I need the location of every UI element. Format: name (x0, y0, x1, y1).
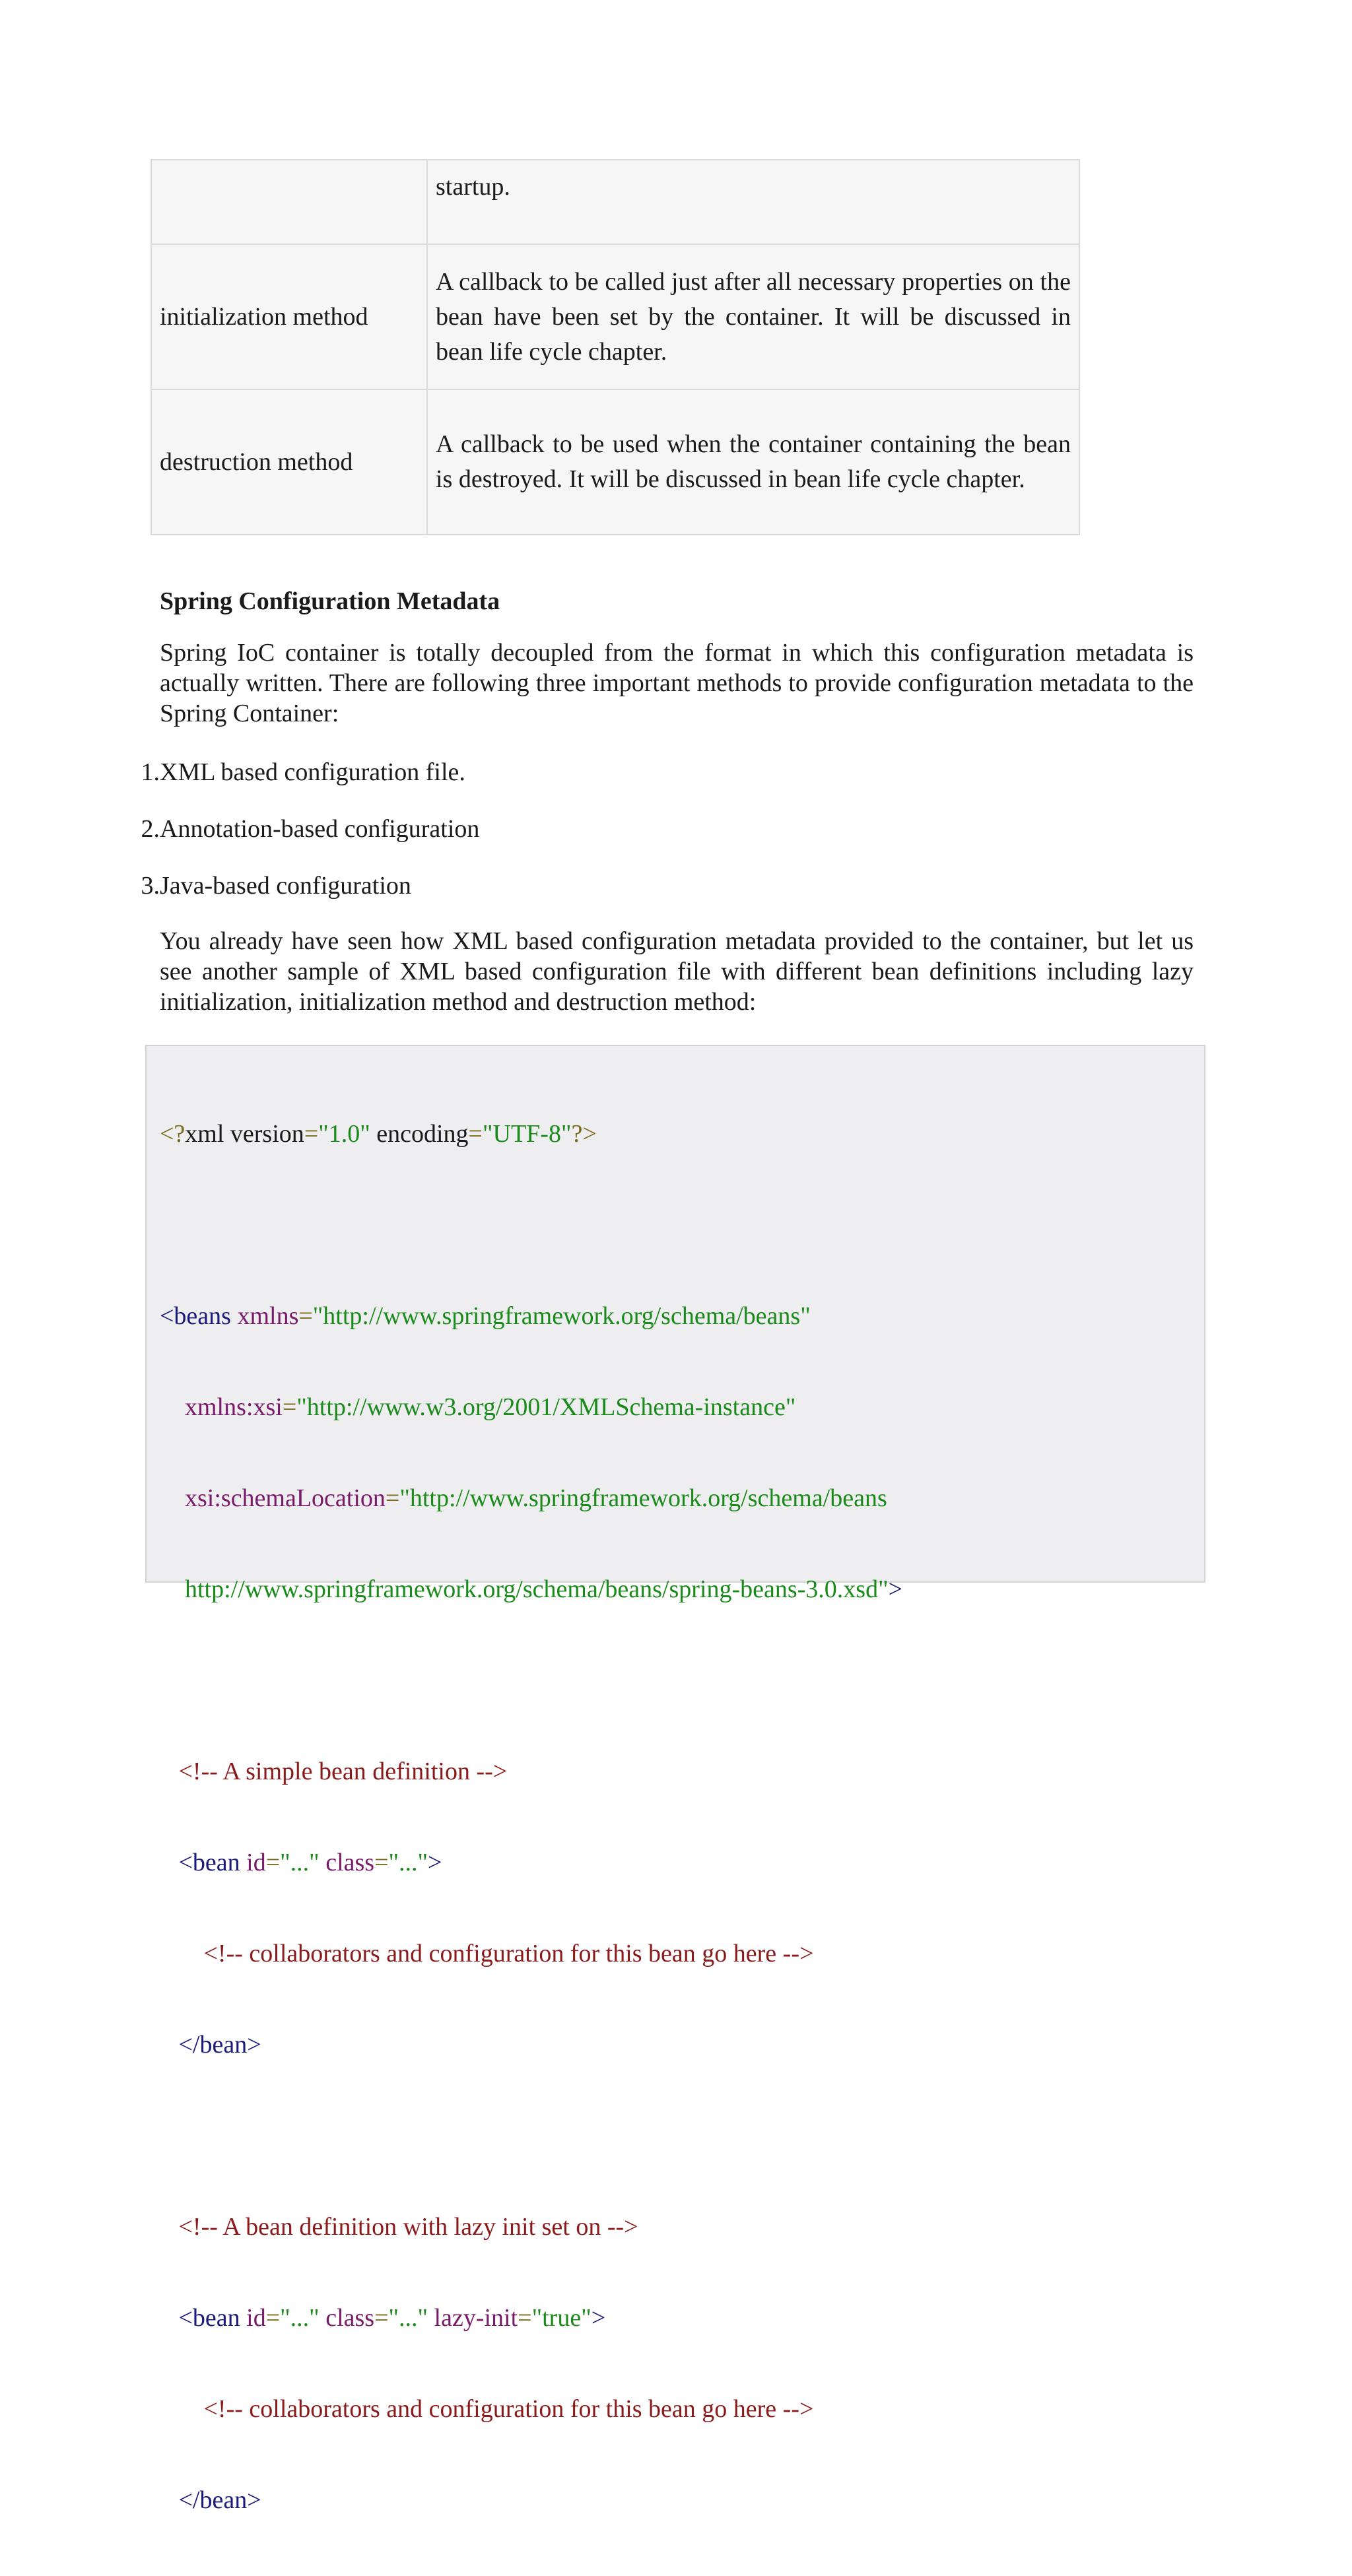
table-cell-description-text: A callback to be used when the container containing the bean is destroyed. It will be discussed in bean life cycle chapter. (436, 430, 1071, 493)
list-item-number: 1. (141, 758, 160, 786)
code-token: xsi:schemaLocation (160, 1484, 386, 1512)
code-line (160, 1847, 902, 1878)
code-token: id (240, 1849, 266, 1876)
code-token: encoding (370, 1120, 469, 1148)
list-item-text: Java-based configuration (160, 872, 411, 900)
code-line-blank (160, 1210, 902, 1240)
code-line (160, 2030, 902, 2060)
code-line (160, 1483, 902, 1513)
code-comment: <!-- collaborators and configuration for this bean go here --> (160, 2395, 814, 2423)
code-token: = (374, 2304, 389, 2332)
code-token: <beans (160, 1302, 231, 1330)
code-token: "UTF-8" (482, 1120, 572, 1148)
code-token: = (298, 1302, 313, 1330)
table-cell-description (427, 389, 1079, 535)
code-token: "..." (280, 1849, 320, 1876)
code-token: <bean (160, 2304, 240, 2332)
code-line (160, 1119, 902, 1149)
code-line (160, 1574, 902, 1604)
code-token: = (304, 1120, 319, 1148)
table-cell-attribute: destruction method (151, 389, 427, 535)
code-token: class (319, 2304, 375, 2332)
code-token: </bean> (160, 2031, 261, 2059)
table-cell-attribute: initialization method (151, 244, 427, 389)
sample-paragraph: You already have seen how XML based configuration metadata provided to the container, but let us see another sample of XML based configuration file with different bean definitions including lazy initialization, initialization method and destruction method: (160, 927, 1194, 1016)
table-cell-description: startup. (427, 160, 1079, 244)
code-token: "..." (388, 1849, 428, 1876)
code-token: > (428, 1849, 442, 1876)
definition-table (151, 159, 1080, 535)
code-line (160, 2485, 902, 2515)
code-comment: <!-- collaborators and configuration for this bean go here --> (160, 1940, 814, 1967)
code-token: xmlns (230, 1302, 299, 1330)
code-content (160, 1058, 902, 2576)
list-item-number: 3. (141, 872, 160, 900)
code-line (160, 2212, 902, 2242)
list-item-number: 2. (141, 815, 160, 843)
code-comment: <!-- A simple bean definition --> (160, 1758, 508, 1785)
code-comment: <!-- A bean definition with lazy init set on --> (160, 2213, 638, 2241)
code-token: = (518, 2304, 532, 2332)
code-token: = (374, 1849, 389, 1876)
code-line (160, 1756, 902, 1787)
code-token: <? (160, 1120, 186, 1148)
code-token: "true" (531, 2304, 592, 2332)
list-item-text: XML based configuration file. (160, 758, 465, 786)
code-line (160, 1392, 902, 1422)
code-token: "1.0" (318, 1120, 370, 1148)
table-cell-description (427, 244, 1079, 389)
code-token: = (265, 1849, 281, 1876)
table-cell-attribute (151, 160, 427, 244)
code-line (160, 2394, 902, 2424)
list-item (106, 814, 480, 871)
code-token: "http://www.w3.org/2001/XMLSchema-instance" (296, 1393, 796, 1421)
code-token: "..." (388, 2304, 428, 2332)
code-line (160, 1938, 902, 1969)
list-item (106, 757, 465, 814)
code-token: = (265, 2304, 281, 2332)
list-item (106, 871, 411, 927)
code-token: = (385, 1484, 400, 1512)
code-token: </bean> (160, 2486, 261, 2514)
code-token: "http://www.springframework.org/schema/beans" (312, 1302, 811, 1330)
code-token: http://www.springframework.org/schema/beans/spring-beans-3.0.xsd" (160, 1575, 889, 1603)
code-token: <bean (160, 1849, 240, 1876)
code-token: ?> (571, 1120, 597, 1148)
list-item-text: Annotation-based configuration (160, 815, 480, 843)
code-block (145, 1045, 1205, 2514)
code-token: class (319, 1849, 375, 1876)
intro-paragraph: Spring IoC container is totally decoupled from the format in which this configuration metadata is actually written. There are following three important methods to provide configuration metadata to the Spring Container: (160, 639, 1194, 727)
table-row (151, 160, 1079, 244)
code-line (160, 1301, 902, 1331)
code-token: lazy-init (428, 2304, 518, 2332)
code-token: xml version (185, 1120, 304, 1148)
code-token: xmlns:xsi (160, 1393, 283, 1421)
code-token: > (888, 1575, 903, 1603)
table-row (151, 389, 1079, 535)
table-row (151, 244, 1079, 389)
table-cell-description-text: A callback to be called just after all necessary properties on the bean have been set by the container. It will be discussed in bean life cycle chapter. (436, 267, 1071, 366)
code-line (160, 2303, 902, 2333)
code-token: > (591, 2304, 606, 2332)
code-token: = (468, 1120, 483, 1148)
code-token: = (282, 1393, 297, 1421)
code-line-blank (160, 2121, 902, 2151)
code-line-blank (160, 1665, 902, 1696)
code-token: "http://www.springframework.org/schema/beans (399, 1484, 887, 1512)
section-heading: Spring Configuration Metadata (160, 587, 500, 615)
methods-list (106, 757, 480, 927)
code-token: "..." (280, 2304, 320, 2332)
code-token: id (240, 2304, 266, 2332)
